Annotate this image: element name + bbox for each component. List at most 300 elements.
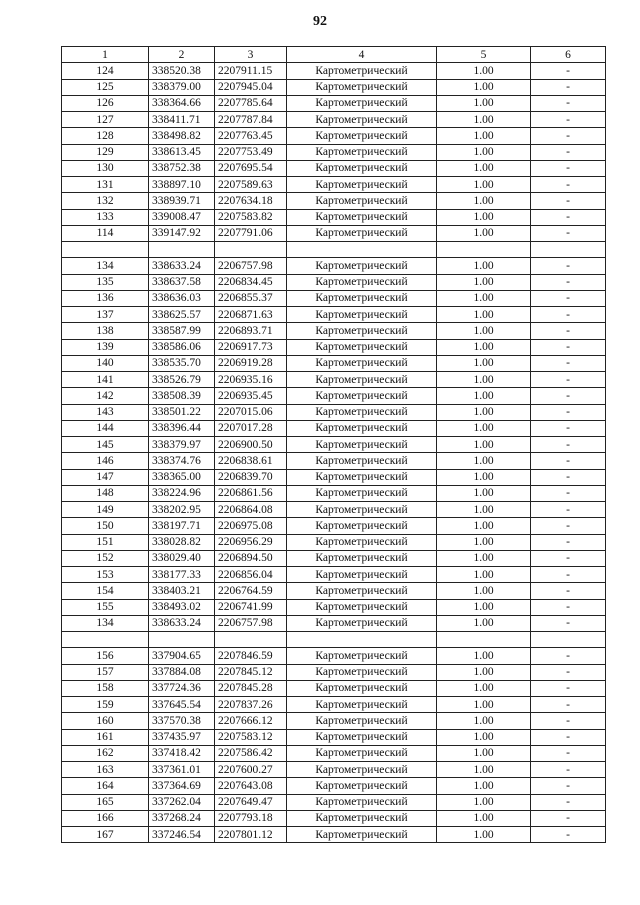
cell-note: - bbox=[531, 128, 606, 144]
cell-x: 338365.00 bbox=[149, 469, 215, 485]
cell-y: 2206856.04 bbox=[215, 567, 287, 583]
cell-y: 2207634.18 bbox=[215, 193, 287, 209]
cell-method: Картометрический bbox=[287, 567, 437, 583]
cell-y: 2207586.42 bbox=[215, 745, 287, 761]
cell-y: 2206741.99 bbox=[215, 599, 287, 615]
cell-method: Картометрический bbox=[287, 437, 437, 453]
cell-note: - bbox=[531, 177, 606, 193]
table-row bbox=[62, 290, 606, 306]
table-row bbox=[62, 534, 606, 550]
cell-note: - bbox=[531, 778, 606, 794]
cell-acc: 1.00 bbox=[437, 729, 531, 745]
empty-cell bbox=[149, 632, 215, 648]
table-row bbox=[62, 355, 606, 371]
cell-note: - bbox=[531, 583, 606, 599]
cell-method: Картометрический bbox=[287, 664, 437, 680]
cell-y: 2206861.56 bbox=[215, 485, 287, 501]
cell-acc: 1.00 bbox=[437, 697, 531, 713]
cell-method: Картометрический bbox=[287, 112, 437, 128]
cell-note: - bbox=[531, 534, 606, 550]
table-row bbox=[62, 648, 606, 664]
cell-note: - bbox=[531, 307, 606, 323]
table-row bbox=[62, 95, 606, 111]
table-row bbox=[62, 502, 606, 518]
table-row bbox=[62, 583, 606, 599]
cell-note: - bbox=[531, 502, 606, 518]
cell-note: - bbox=[531, 615, 606, 631]
cell-y: 2207845.28 bbox=[215, 680, 287, 696]
cell-n: 150 bbox=[62, 518, 149, 534]
cell-method: Картометрический bbox=[287, 339, 437, 355]
column-header: 6 bbox=[531, 47, 606, 63]
cell-method: Картометрический bbox=[287, 388, 437, 404]
cell-note: - bbox=[531, 827, 606, 843]
cell-note: - bbox=[531, 339, 606, 355]
cell-y: 2207600.27 bbox=[215, 762, 287, 778]
cell-x: 337268.24 bbox=[149, 810, 215, 826]
table-row bbox=[62, 762, 606, 778]
table-spacer-row bbox=[62, 632, 606, 648]
cell-acc: 1.00 bbox=[437, 290, 531, 306]
table-row bbox=[62, 794, 606, 810]
cell-note: - bbox=[531, 404, 606, 420]
cell-y: 2207945.04 bbox=[215, 79, 287, 95]
cell-method: Картометрический bbox=[287, 144, 437, 160]
cell-x: 337904.65 bbox=[149, 648, 215, 664]
cell-x: 337418.42 bbox=[149, 745, 215, 761]
cell-y: 2206893.71 bbox=[215, 323, 287, 339]
cell-x: 338526.79 bbox=[149, 372, 215, 388]
table-row bbox=[62, 615, 606, 631]
cell-n: 135 bbox=[62, 274, 149, 290]
cell-method: Картометрический bbox=[287, 615, 437, 631]
empty-cell bbox=[437, 632, 531, 648]
cell-y: 2206894.50 bbox=[215, 550, 287, 566]
column-header: 3 bbox=[215, 47, 287, 63]
table-row bbox=[62, 307, 606, 323]
cell-y: 2206917.73 bbox=[215, 339, 287, 355]
cell-n: 153 bbox=[62, 567, 149, 583]
cell-acc: 1.00 bbox=[437, 63, 531, 79]
cell-method: Картометрический bbox=[287, 453, 437, 469]
cell-x: 337262.04 bbox=[149, 794, 215, 810]
cell-n: 138 bbox=[62, 323, 149, 339]
table-row bbox=[62, 63, 606, 79]
empty-cell bbox=[287, 242, 437, 258]
table-row bbox=[62, 209, 606, 225]
cell-acc: 1.00 bbox=[437, 762, 531, 778]
cell-acc: 1.00 bbox=[437, 388, 531, 404]
cell-n: 164 bbox=[62, 778, 149, 794]
table-row bbox=[62, 388, 606, 404]
cell-note: - bbox=[531, 745, 606, 761]
cell-acc: 1.00 bbox=[437, 372, 531, 388]
table-row bbox=[62, 729, 606, 745]
cell-method: Картометрический bbox=[287, 729, 437, 745]
cell-method: Картометрический bbox=[287, 762, 437, 778]
cell-note: - bbox=[531, 729, 606, 745]
cell-x: 338501.22 bbox=[149, 404, 215, 420]
page-number: 92 bbox=[313, 14, 327, 29]
cell-y: 2207643.08 bbox=[215, 778, 287, 794]
cell-note: - bbox=[531, 112, 606, 128]
cell-method: Картометрический bbox=[287, 518, 437, 534]
cell-method: Картометрический bbox=[287, 794, 437, 810]
cell-y: 2207015.06 bbox=[215, 404, 287, 420]
cell-y: 2207801.12 bbox=[215, 827, 287, 843]
cell-method: Картометрический bbox=[287, 323, 437, 339]
table-row bbox=[62, 827, 606, 843]
cell-note: - bbox=[531, 63, 606, 79]
cell-acc: 1.00 bbox=[437, 794, 531, 810]
cell-method: Картометрический bbox=[287, 307, 437, 323]
table-row bbox=[62, 680, 606, 696]
cell-x: 338587.99 bbox=[149, 323, 215, 339]
cell-n: 127 bbox=[62, 112, 149, 128]
cell-method: Картометрический bbox=[287, 648, 437, 664]
cell-note: - bbox=[531, 437, 606, 453]
table-row bbox=[62, 258, 606, 274]
cell-method: Картометрический bbox=[287, 225, 437, 241]
cell-y: 2206757.98 bbox=[215, 258, 287, 274]
empty-cell bbox=[287, 632, 437, 648]
cell-y: 2207753.49 bbox=[215, 144, 287, 160]
cell-y: 2206956.29 bbox=[215, 534, 287, 550]
cell-method: Картометрический bbox=[287, 534, 437, 550]
cell-x: 339008.47 bbox=[149, 209, 215, 225]
empty-cell bbox=[531, 632, 606, 648]
empty-cell bbox=[215, 632, 287, 648]
cell-y: 2207763.45 bbox=[215, 128, 287, 144]
cell-method: Картометрический bbox=[287, 290, 437, 306]
table-row bbox=[62, 485, 606, 501]
table-row bbox=[62, 339, 606, 355]
table-row bbox=[62, 323, 606, 339]
empty-cell bbox=[215, 242, 287, 258]
cell-n: 126 bbox=[62, 95, 149, 111]
cell-n: 162 bbox=[62, 745, 149, 761]
cell-acc: 1.00 bbox=[437, 404, 531, 420]
cell-note: - bbox=[531, 355, 606, 371]
cell-acc: 1.00 bbox=[437, 518, 531, 534]
cell-x: 338939.71 bbox=[149, 193, 215, 209]
cell-note: - bbox=[531, 664, 606, 680]
cell-n: 159 bbox=[62, 697, 149, 713]
cell-method: Картометрический bbox=[287, 258, 437, 274]
table-row bbox=[62, 518, 606, 534]
cell-n: 114 bbox=[62, 225, 149, 241]
cell-x: 338637.58 bbox=[149, 274, 215, 290]
cell-x: 337724.36 bbox=[149, 680, 215, 696]
cell-note: - bbox=[531, 420, 606, 436]
table-row bbox=[62, 713, 606, 729]
cell-acc: 1.00 bbox=[437, 550, 531, 566]
cell-note: - bbox=[531, 225, 606, 241]
cell-method: Картометрический bbox=[287, 209, 437, 225]
cell-note: - bbox=[531, 680, 606, 696]
table-row bbox=[62, 177, 606, 193]
cell-acc: 1.00 bbox=[437, 778, 531, 794]
cell-x: 337645.54 bbox=[149, 697, 215, 713]
cell-n: 130 bbox=[62, 160, 149, 176]
cell-acc: 1.00 bbox=[437, 355, 531, 371]
cell-x: 338498.82 bbox=[149, 128, 215, 144]
cell-acc: 1.00 bbox=[437, 437, 531, 453]
cell-x: 338029.40 bbox=[149, 550, 215, 566]
cell-note: - bbox=[531, 762, 606, 778]
cell-x: 338508.39 bbox=[149, 388, 215, 404]
cell-y: 2206834.45 bbox=[215, 274, 287, 290]
table-row bbox=[62, 550, 606, 566]
cell-note: - bbox=[531, 550, 606, 566]
cell-acc: 1.00 bbox=[437, 827, 531, 843]
cell-n: 142 bbox=[62, 388, 149, 404]
cell-x: 337884.08 bbox=[149, 664, 215, 680]
table-row bbox=[62, 469, 606, 485]
cell-y: 2206838.61 bbox=[215, 453, 287, 469]
table-row bbox=[62, 274, 606, 290]
cell-method: Картометрический bbox=[287, 583, 437, 599]
cell-x: 337435.97 bbox=[149, 729, 215, 745]
cell-note: - bbox=[531, 794, 606, 810]
cell-acc: 1.00 bbox=[437, 144, 531, 160]
cell-note: - bbox=[531, 372, 606, 388]
column-header: 2 bbox=[149, 47, 215, 63]
table-row bbox=[62, 79, 606, 95]
cell-x: 338224.96 bbox=[149, 485, 215, 501]
cell-y: 2206919.28 bbox=[215, 355, 287, 371]
cell-y: 2207583.12 bbox=[215, 729, 287, 745]
cell-n: 166 bbox=[62, 810, 149, 826]
table-row bbox=[62, 420, 606, 436]
cell-note: - bbox=[531, 79, 606, 95]
cell-method: Картометрический bbox=[287, 404, 437, 420]
cell-n: 165 bbox=[62, 794, 149, 810]
table-row bbox=[62, 697, 606, 713]
empty-cell bbox=[62, 242, 149, 258]
cell-method: Картометрический bbox=[287, 697, 437, 713]
cell-acc: 1.00 bbox=[437, 583, 531, 599]
table-row bbox=[62, 160, 606, 176]
cell-y: 2207837.26 bbox=[215, 697, 287, 713]
cell-note: - bbox=[531, 518, 606, 534]
cell-x: 337246.54 bbox=[149, 827, 215, 843]
cell-y: 2206864.08 bbox=[215, 502, 287, 518]
cell-note: - bbox=[531, 323, 606, 339]
cell-method: Картометрический bbox=[287, 177, 437, 193]
cell-acc: 1.00 bbox=[437, 599, 531, 615]
cell-acc: 1.00 bbox=[437, 469, 531, 485]
cell-y: 2207017.28 bbox=[215, 420, 287, 436]
cell-n: 158 bbox=[62, 680, 149, 696]
cell-acc: 1.00 bbox=[437, 209, 531, 225]
cell-note: - bbox=[531, 209, 606, 225]
cell-y: 2207787.84 bbox=[215, 112, 287, 128]
cell-acc: 1.00 bbox=[437, 274, 531, 290]
cell-acc: 1.00 bbox=[437, 258, 531, 274]
cell-method: Картометрический bbox=[287, 599, 437, 615]
cell-y: 2206764.59 bbox=[215, 583, 287, 599]
empty-cell bbox=[531, 242, 606, 258]
table-row bbox=[62, 567, 606, 583]
cell-acc: 1.00 bbox=[437, 128, 531, 144]
cell-n: 157 bbox=[62, 664, 149, 680]
table-spacer-row bbox=[62, 242, 606, 258]
cell-y: 2207846.59 bbox=[215, 648, 287, 664]
cell-method: Картометрический bbox=[287, 778, 437, 794]
table-row bbox=[62, 599, 606, 615]
table-row bbox=[62, 664, 606, 680]
table-row bbox=[62, 193, 606, 209]
cell-note: - bbox=[531, 258, 606, 274]
cell-acc: 1.00 bbox=[437, 79, 531, 95]
cell-acc: 1.00 bbox=[437, 323, 531, 339]
cell-acc: 1.00 bbox=[437, 307, 531, 323]
cell-n: 156 bbox=[62, 648, 149, 664]
cell-y: 2207785.64 bbox=[215, 95, 287, 111]
cell-method: Картометрический bbox=[287, 680, 437, 696]
cell-n: 160 bbox=[62, 713, 149, 729]
cell-acc: 1.00 bbox=[437, 810, 531, 826]
cell-acc: 1.00 bbox=[437, 420, 531, 436]
cell-n: 144 bbox=[62, 420, 149, 436]
cell-x: 339147.92 bbox=[149, 225, 215, 241]
cell-x: 337364.69 bbox=[149, 778, 215, 794]
cell-note: - bbox=[531, 567, 606, 583]
cell-y: 2207695.54 bbox=[215, 160, 287, 176]
cell-x: 338897.10 bbox=[149, 177, 215, 193]
cell-n: 133 bbox=[62, 209, 149, 225]
cell-x: 338586.06 bbox=[149, 339, 215, 355]
cell-method: Картометрический bbox=[287, 95, 437, 111]
table-row bbox=[62, 453, 606, 469]
cell-acc: 1.00 bbox=[437, 713, 531, 729]
cell-n: 139 bbox=[62, 339, 149, 355]
cell-acc: 1.00 bbox=[437, 193, 531, 209]
cell-note: - bbox=[531, 810, 606, 826]
cell-n: 141 bbox=[62, 372, 149, 388]
cell-y: 2207791.06 bbox=[215, 225, 287, 241]
cell-n: 161 bbox=[62, 729, 149, 745]
coordinates-table bbox=[61, 46, 606, 843]
cell-note: - bbox=[531, 274, 606, 290]
empty-cell bbox=[62, 632, 149, 648]
cell-note: - bbox=[531, 648, 606, 664]
cell-y: 2206935.45 bbox=[215, 388, 287, 404]
cell-x: 338535.70 bbox=[149, 355, 215, 371]
table-row bbox=[62, 128, 606, 144]
cell-n: 134 bbox=[62, 615, 149, 631]
column-header: 4 bbox=[287, 47, 437, 63]
cell-n: 131 bbox=[62, 177, 149, 193]
cell-y: 2206975.08 bbox=[215, 518, 287, 534]
table-header-row bbox=[62, 47, 606, 63]
cell-acc: 1.00 bbox=[437, 95, 531, 111]
cell-acc: 1.00 bbox=[437, 534, 531, 550]
cell-note: - bbox=[531, 469, 606, 485]
cell-x: 338364.66 bbox=[149, 95, 215, 111]
table-row bbox=[62, 144, 606, 160]
cell-y: 2206855.37 bbox=[215, 290, 287, 306]
cell-method: Картометрический bbox=[287, 550, 437, 566]
table-row bbox=[62, 372, 606, 388]
cell-x: 338374.76 bbox=[149, 453, 215, 469]
column-header: 1 bbox=[62, 47, 149, 63]
cell-acc: 1.00 bbox=[437, 664, 531, 680]
cell-x: 338028.82 bbox=[149, 534, 215, 550]
cell-note: - bbox=[531, 713, 606, 729]
cell-note: - bbox=[531, 144, 606, 160]
cell-n: 152 bbox=[62, 550, 149, 566]
cell-method: Картометрический bbox=[287, 63, 437, 79]
cell-method: Картометрический bbox=[287, 502, 437, 518]
cell-y: 2206871.63 bbox=[215, 307, 287, 323]
cell-method: Картометрический bbox=[287, 355, 437, 371]
cell-x: 338636.03 bbox=[149, 290, 215, 306]
cell-method: Картометрический bbox=[287, 372, 437, 388]
table-row bbox=[62, 112, 606, 128]
cell-method: Картометрический bbox=[287, 193, 437, 209]
cell-acc: 1.00 bbox=[437, 615, 531, 631]
cell-x: 338197.71 bbox=[149, 518, 215, 534]
cell-acc: 1.00 bbox=[437, 567, 531, 583]
cell-n: 129 bbox=[62, 144, 149, 160]
cell-x: 337361.01 bbox=[149, 762, 215, 778]
cell-n: 137 bbox=[62, 307, 149, 323]
cell-x: 338520.38 bbox=[149, 63, 215, 79]
cell-n: 132 bbox=[62, 193, 149, 209]
cell-n: 154 bbox=[62, 583, 149, 599]
cell-y: 2207793.18 bbox=[215, 810, 287, 826]
cell-n: 125 bbox=[62, 79, 149, 95]
cell-n: 136 bbox=[62, 290, 149, 306]
table-row bbox=[62, 437, 606, 453]
cell-x: 338379.00 bbox=[149, 79, 215, 95]
cell-acc: 1.00 bbox=[437, 680, 531, 696]
table-row bbox=[62, 778, 606, 794]
cell-x: 338202.95 bbox=[149, 502, 215, 518]
cell-method: Картометрический bbox=[287, 128, 437, 144]
cell-note: - bbox=[531, 388, 606, 404]
table-row bbox=[62, 745, 606, 761]
cell-method: Картометрический bbox=[287, 713, 437, 729]
cell-method: Картометрический bbox=[287, 274, 437, 290]
cell-n: 167 bbox=[62, 827, 149, 843]
cell-x: 338403.21 bbox=[149, 583, 215, 599]
cell-x: 337570.38 bbox=[149, 713, 215, 729]
cell-acc: 1.00 bbox=[437, 485, 531, 501]
cell-n: 145 bbox=[62, 437, 149, 453]
cell-method: Картометрический bbox=[287, 420, 437, 436]
cell-n: 149 bbox=[62, 502, 149, 518]
cell-acc: 1.00 bbox=[437, 453, 531, 469]
cell-x: 338613.45 bbox=[149, 144, 215, 160]
cell-y: 2206757.98 bbox=[215, 615, 287, 631]
table-row bbox=[62, 810, 606, 826]
cell-method: Картометрический bbox=[287, 469, 437, 485]
cell-x: 338752.38 bbox=[149, 160, 215, 176]
cell-note: - bbox=[531, 193, 606, 209]
cell-y: 2207583.82 bbox=[215, 209, 287, 225]
cell-n: 163 bbox=[62, 762, 149, 778]
cell-n: 128 bbox=[62, 128, 149, 144]
table-body bbox=[62, 63, 606, 843]
cell-acc: 1.00 bbox=[437, 112, 531, 128]
cell-x: 338633.24 bbox=[149, 258, 215, 274]
cell-acc: 1.00 bbox=[437, 745, 531, 761]
cell-y: 2207649.47 bbox=[215, 794, 287, 810]
cell-x: 338493.02 bbox=[149, 599, 215, 615]
